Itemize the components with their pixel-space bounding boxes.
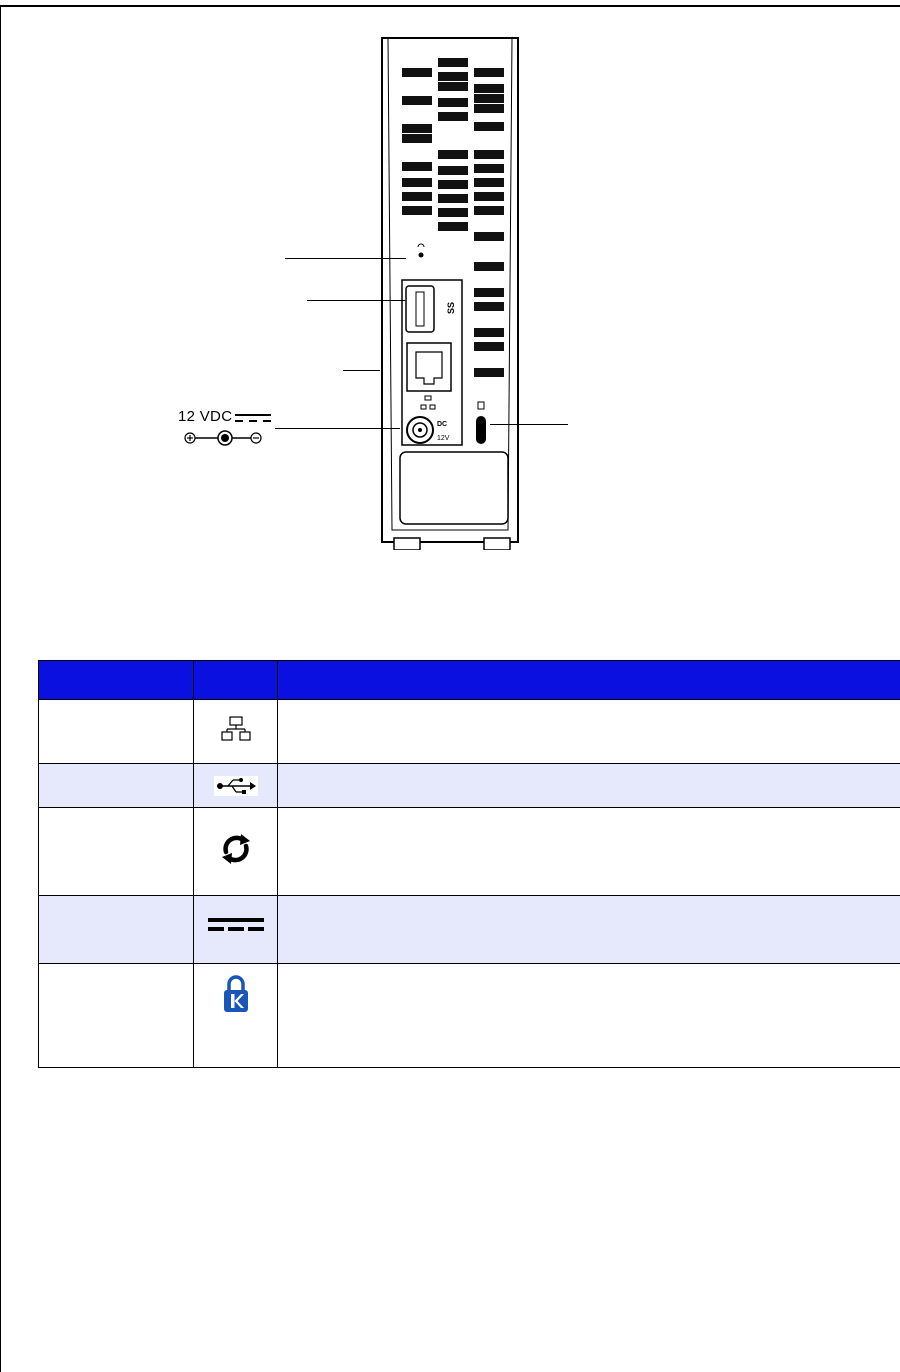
usb-icon <box>214 776 258 796</box>
svg-text:DC: DC <box>437 421 448 428</box>
row-description <box>278 808 900 896</box>
row-name <box>39 764 194 808</box>
dc-power-icon <box>208 916 264 934</box>
row-description <box>278 964 900 1068</box>
table-row <box>39 808 900 896</box>
row-name <box>39 896 194 964</box>
callout-ethernet <box>343 370 380 371</box>
row-name <box>39 808 194 896</box>
dc-polarity-icon <box>163 405 278 451</box>
header-connector <box>39 661 194 700</box>
row-description <box>278 700 900 764</box>
row-name <box>39 700 194 764</box>
row-name <box>39 964 194 1068</box>
svg-text:SS: SS <box>446 301 456 314</box>
table-row <box>39 764 900 808</box>
header-icon <box>194 661 278 700</box>
callout-lock <box>490 424 568 425</box>
callout-power <box>275 428 400 429</box>
table-row <box>39 964 900 1068</box>
table-row <box>39 896 900 964</box>
row-description <box>278 896 900 964</box>
page-top-rule <box>0 5 900 7</box>
table-row <box>39 700 900 764</box>
reset-icon <box>219 832 253 866</box>
ports-table <box>38 660 900 1068</box>
callout-usb <box>307 300 405 301</box>
power-polarity-label <box>163 405 278 451</box>
page-left-rule <box>0 5 1 1372</box>
device-back-panel <box>380 30 520 550</box>
ethernet-icon <box>221 716 251 742</box>
row-description <box>278 764 900 808</box>
table-header-row <box>39 661 900 700</box>
power-voltage-text: 12 VDC <box>178 408 233 425</box>
kensington-lock-icon <box>222 974 250 1014</box>
callout-reset <box>285 258 406 259</box>
svg-text:12V: 12V <box>437 435 450 442</box>
header-description <box>278 661 900 700</box>
